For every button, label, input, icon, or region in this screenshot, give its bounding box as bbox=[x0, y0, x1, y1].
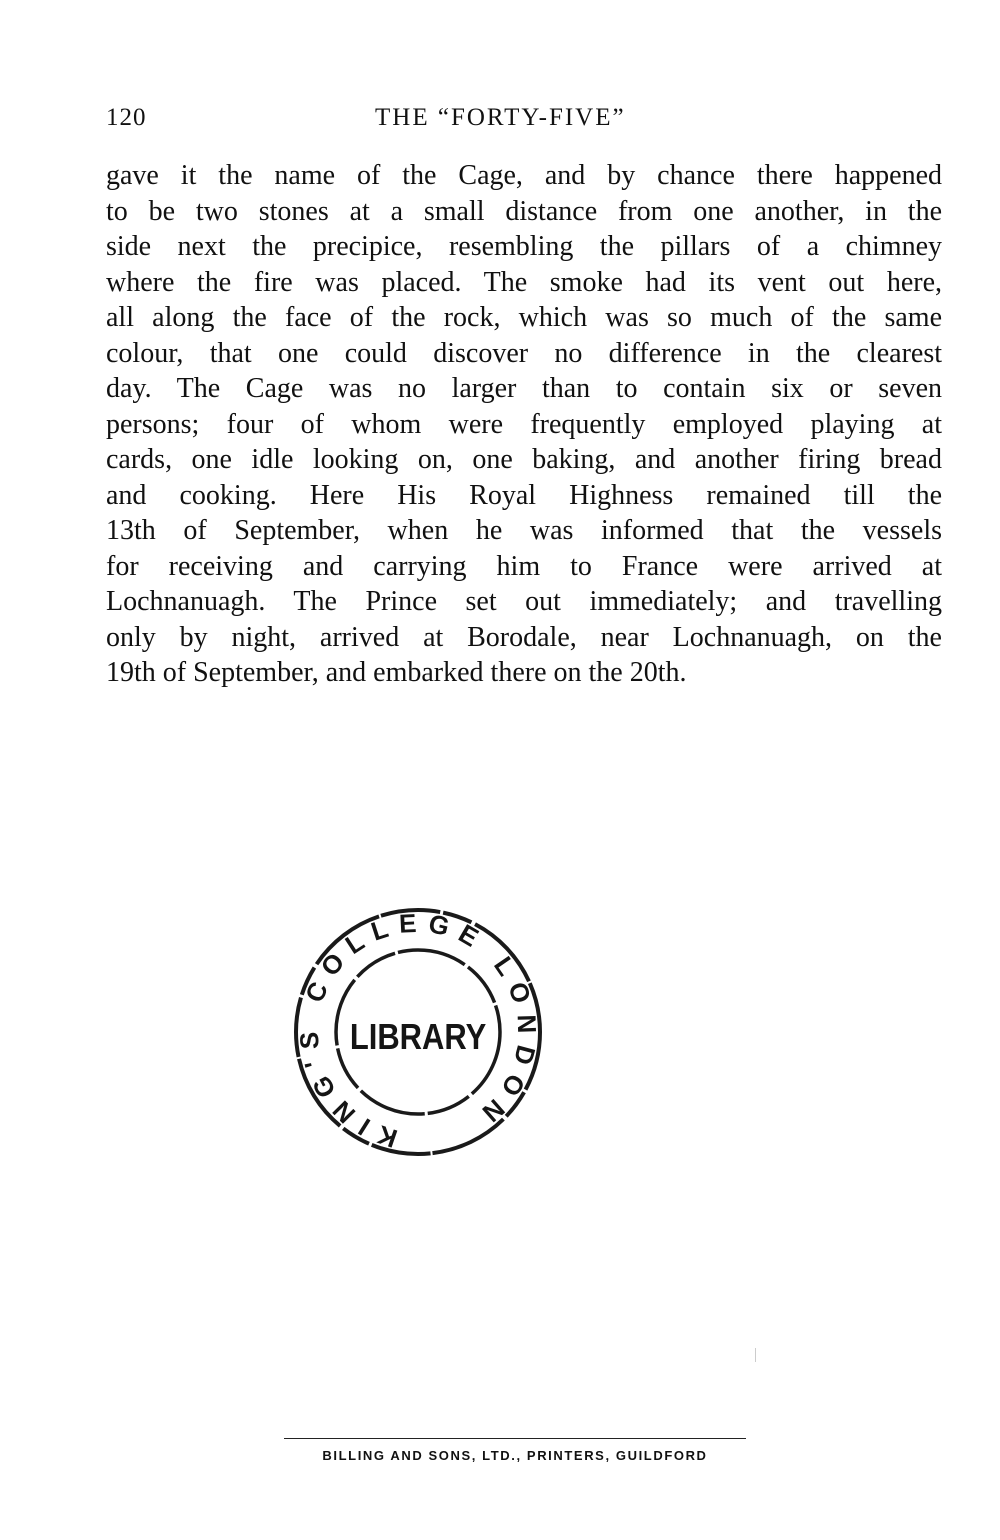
text-line: day. The Cage was no larger than to contain six or seven bbox=[106, 373, 942, 404]
text-line: 13th of September, when he was informed that the vessels bbox=[106, 515, 942, 546]
text-line: cards, one idle looking on, one baking, and another firing bread bbox=[106, 444, 942, 475]
library-stamp bbox=[283, 897, 553, 1167]
text-line: all along the face of the rock, which was so much of the same bbox=[106, 302, 942, 333]
stamp-ring-text: KING'S COLLEGE LONDON bbox=[293, 907, 543, 1154]
text-line: to be two stones at a small distance from one another, in the bbox=[106, 195, 942, 227]
text-line: only by night, arrived at Borodale, near Lochnanuagh, on the bbox=[106, 621, 942, 653]
text-line: where the fire was placed. The smoke had its vent out here, bbox=[106, 266, 942, 298]
print-speck bbox=[755, 1348, 756, 1362]
body-text bbox=[106, 158, 942, 691]
stamp-center-text: LIBRARY bbox=[349, 1017, 487, 1058]
text-line: persons; four of whom were frequently employed playing at bbox=[106, 408, 942, 440]
text-line: for receiving and carrying him to France were arrived at bbox=[106, 550, 942, 582]
text-line: colour, that one could discover no difference in the clearest bbox=[106, 337, 942, 369]
running-head: THE “FORTY-FIVE” bbox=[375, 104, 626, 131]
library-stamp-seal bbox=[283, 897, 553, 1167]
text-line: 19th of September, and embarked there on the 20th. bbox=[106, 657, 687, 688]
text-line: gave it the name of the Cage, and by chance there happened bbox=[106, 160, 942, 191]
imprint-rule bbox=[284, 1438, 746, 1439]
printer-imprint: BILLING AND SONS, LTD., PRINTERS, GUILDFORD bbox=[322, 1448, 708, 1463]
text-line: side next the precipice, resembling the pillars of a chimney bbox=[106, 231, 942, 262]
page-number: 120 bbox=[106, 104, 147, 131]
text-line: and cooking. Here His Royal Highness remained till the bbox=[106, 479, 942, 511]
text-line: Lochnanuagh. The Prince set out immediately; and travelling bbox=[106, 586, 942, 617]
